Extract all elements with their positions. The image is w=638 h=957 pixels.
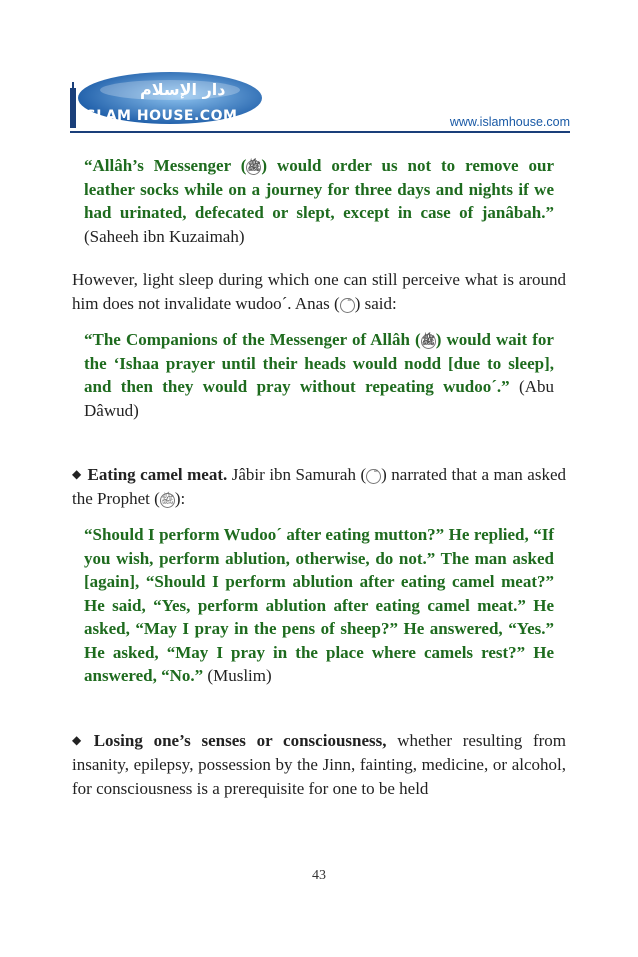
quote-source: (Muslim) — [203, 666, 272, 685]
paragraph-text: whether resulting from insanity, epilepsy, possession by the Jinn, fainting, medicine, or alcohol, for consciousness is a prerequisite for one to be held — [72, 730, 566, 798]
paragraph-text: However, light sleep during which one can still perceive what is around him does not invalidate wudoo´. Anas ( — [72, 270, 566, 313]
paragraph-text: ) said: — [354, 294, 397, 313]
paragraph-light-sleep — [72, 268, 566, 316]
salutation-ligature-icon — [340, 298, 355, 313]
hadith-quote-1 — [84, 154, 554, 248]
page-number: 43 — [312, 868, 326, 883]
paragraph-losing-senses — [72, 728, 566, 801]
salutation-ligature-icon: ﷺ — [247, 161, 261, 173]
paragraph-heading: Losing one’s senses or consciousness, — [93, 730, 387, 750]
quote-text: “Allâh’s Messenger ( — [84, 156, 247, 175]
page-content — [72, 148, 566, 801]
quote-text: “The Companions of the Messenger of Allâh ( — [84, 330, 421, 349]
site-url-link[interactable]: www.islamhouse.com — [449, 115, 570, 129]
quote-text: “Should I perform Wudoo´ after eating mutton?” He replied, “If you wish, perform ablution, otherwise, do not.” The man asked [again], “Should I perform ablution after eating camel meat?” He said, “Yes, perform ablution after eating camel meat.” He asked, “May I pray in the pens of sheep?” He answered, “Yes.” He asked, “May I pray in the place where camels rest?” He answered, “No.” — [84, 525, 554, 685]
hadith-quote-2 — [84, 328, 554, 422]
paragraph-text: Jâbir ibn Samurah ( — [227, 465, 367, 484]
paragraph-text: ): — [174, 489, 186, 508]
header-divider — [70, 131, 570, 133]
quote-text: ) would wait for the ‘Ishaa prayer until their heads would nodd [due to sleep], and then they would pray without repeating wudoo´.” — [84, 330, 554, 396]
page-header — [70, 70, 570, 132]
islamhouse-logo — [70, 70, 270, 130]
logo-text: ISLAM HOUSE.COM — [80, 108, 238, 124]
diamond-bullet-icon: ◆ — [72, 732, 88, 747]
hadith-quote-3 — [84, 523, 554, 688]
paragraph-text: ) narrated that a man asked the Prophet ( — [72, 465, 567, 508]
diamond-bullet-icon: ◆ — [72, 467, 82, 481]
quote-text: ) would order us not to remove our leather socks while on a journey for three days and nights if we had urinated, defecated or slept, except in case of janâbah.” — [84, 156, 554, 222]
logo-arabic-text: دار الإسلام — [140, 80, 226, 99]
paragraph-heading: Eating camel meat. — [87, 465, 228, 484]
salutation-ligature-icon: ﷺ — [160, 494, 175, 506]
paragraph-camel-meat — [72, 462, 566, 511]
quote-source: (Saheeh ibn Kuzaimah) — [84, 226, 245, 246]
quote-source: (Abu Dâwud) — [84, 377, 554, 420]
salutation-ligature-icon — [366, 469, 381, 484]
salutation-ligature-icon: ﷺ — [421, 335, 436, 347]
